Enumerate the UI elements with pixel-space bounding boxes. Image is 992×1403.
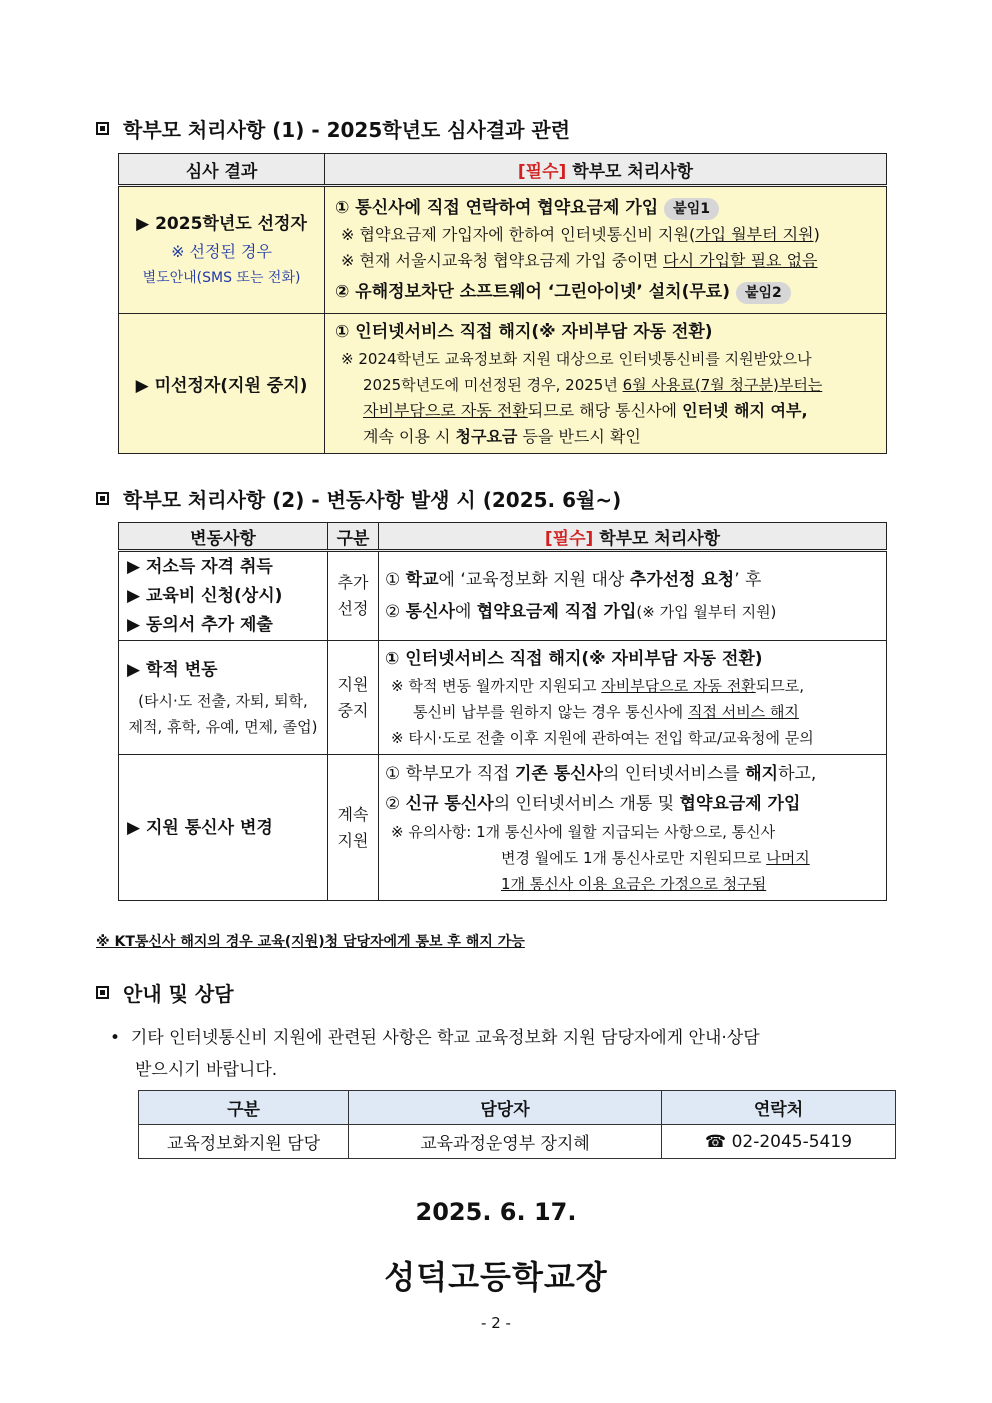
bullet-icon: • (110, 1028, 121, 1048)
not-selected-cell (119, 314, 325, 454)
academic-change-label: ▶ 학적 변동 (127, 659, 218, 680)
table1-header-result: 심사 결과 (119, 154, 325, 186)
section1-title-row (96, 114, 570, 143)
contact-phone: ☎ 02-2045-5419 (662, 1125, 896, 1159)
case-consent-form: ▶ 동의서 추가 제출 (127, 614, 273, 635)
carrier-action-2: ② 신규 통신사의 인터넷서비스 개통 및 협약요금제 가입 (385, 793, 801, 814)
square-bullet-icon (96, 492, 109, 505)
section1-title: 학부모 처리사항 (1) - 2025학년도 심사결과 관련 (123, 118, 571, 142)
attachment1-badge: 붙임1 (664, 198, 719, 220)
additional-action-2: ② 통신사에 협약요금제 직접 가입(※ 가입 월부터 지원) (385, 602, 777, 622)
academic-change-sub1: (타시·도 전출, 자퇴, 퇴학, (138, 691, 308, 710)
not-selected-note-line2: 2025학년도에 미선정된 경우, 2025년 6월 사용료(7월 청구분)부터는 (363, 375, 823, 394)
contact-header-type: 구분 (139, 1091, 349, 1125)
type-support-stop: 지원 중지 (328, 641, 379, 755)
type-additional-selection: 추가 선정 (328, 551, 379, 641)
not-selected-note-line3: 자비부담으로 자동 전환되므로 해당 통신사에 인터넷 해지 여부, (363, 400, 808, 420)
review-result-table (118, 153, 887, 454)
selected-cell (119, 186, 325, 314)
table2-header-type: 구분 (328, 523, 379, 551)
section2-title: 학부모 처리사항 (2) - 변동사항 발생 시 (2025. 6월~) (123, 488, 622, 512)
contact-table (138, 1090, 896, 1159)
selected-actions (325, 186, 887, 314)
additional-selection-actions (379, 551, 887, 641)
table1-header-action: [필수] 학부모 처리사항 (325, 154, 887, 186)
additional-selection-cases (119, 551, 328, 641)
carrier-action-note3: 1개 통신사 이용 요금은 가정으로 청구됨 (501, 874, 767, 893)
additional-action-1: ① 학교에 ‘교육정보화 지원 대상 추가선정 요청’ 후 (385, 570, 762, 590)
square-bullet-icon (96, 122, 109, 135)
case-education-fee: ▶ 교육비 신청(상시) (127, 585, 283, 606)
guidance-paragraph (110, 1022, 760, 1086)
academic-action-note2: 통신비 납부를 원하지 않는 경우 통신사에 직접 서비스 해지 (413, 702, 799, 721)
academic-action-note3: ※ 타시·도로 전출 이후 지원에 관하여는 전입 학교/교육청에 문의 (391, 728, 814, 747)
contact-header-phone: 연락처 (662, 1091, 896, 1125)
carrier-change-actions (379, 755, 887, 901)
selected-action-1: ① 통신사에 직접 연락하여 협약요금제 가입 붙임1 (335, 194, 886, 222)
academic-change-cell (119, 641, 328, 755)
guidance-line1: • 기타 인터넷통신비 지원에 관련된 사항은 학교 교육정보화 지원 담당자에게 안내·상담 (110, 1028, 760, 1048)
not-selected-action-1: ① 인터넷서비스 직접 해지(※ 자비부담 자동 전환) (335, 321, 713, 342)
section3-title: 안내 및 상담 (123, 982, 234, 1006)
telephone-icon: ☎ (704, 1131, 727, 1152)
table2-header-action: [필수] 학부모 처리사항 (379, 523, 887, 551)
academic-change-actions (379, 641, 887, 755)
guidance-line2: 받으시기 바랍니다. (135, 1060, 278, 1080)
carrier-action-note1: ※ 유의사항: 1개 통신사에 월할 지급되는 사항으로, 통신사 (391, 822, 776, 841)
carrier-action-note2: 변경 월에도 1개 통신사로만 지원되므로 나머지 (501, 848, 810, 867)
academic-action-note1: ※ 학적 변동 월까지만 지원되고 자비부담으로 자동 전환되므로, (391, 676, 804, 695)
kt-termination-note: ※ KT통신사 해지의 경우 교육(지원)청 담당자에게 통보 후 해지 가능 (96, 934, 525, 950)
change-event-table (118, 522, 887, 901)
contact-header-person: 담당자 (349, 1091, 662, 1125)
not-selected-label: ▶ 미선정자(지원 중지) (135, 376, 308, 396)
carrier-action-1: ① 학부모가 직접 기존 통신사의 인터넷서비스를 해지하고, (385, 763, 817, 784)
document-date: 2025. 6. 17. (415, 1198, 577, 1226)
selected-label: ▶ 2025학년도 선정자 (136, 214, 307, 234)
page-number: - 2 - (481, 1314, 511, 1332)
section3-title-row (96, 978, 234, 1007)
selected-note1: ※ 선정된 경우 (171, 242, 272, 261)
selected-action-note2: ※ 현재 서울시교육청 협약요금제 가입 중이면 다시 가입할 필요 없음 (341, 251, 818, 270)
principal-signature: 성덕고등학교장 (384, 1258, 608, 1296)
not-selected-note-line1: ※ 2024학년도 교육정보화 지원 대상으로 인터넷통신비를 지원받았으나 (341, 349, 812, 368)
academic-action-1: ① 인터넷서비스 직접 해지(※ 자비부담 자동 전환) (385, 648, 763, 669)
not-selected-actions (325, 314, 887, 454)
table2-header-change: 변동사항 (119, 523, 328, 551)
carrier-change-cell (119, 755, 328, 901)
not-selected-note-line4: 계속 이용 시 청구요금 등을 반드시 확인 (363, 426, 641, 446)
contact-person: 교육과정운영부 장지혜 (349, 1125, 662, 1159)
carrier-change-label: ▶ 지원 통신사 변경 (127, 817, 273, 838)
selected-note2: 별도안내(SMS 또는 전화) (142, 270, 301, 286)
attachment2-badge: 붙임2 (736, 282, 791, 304)
case-low-income: ▶ 저소득 자격 취득 (127, 556, 273, 577)
selected-action-2: ② 유해정보차단 소프트웨어 ‘그린아이넷’ 설치(무료) 붙임2 (335, 278, 886, 306)
section2-title-row (96, 484, 621, 513)
contact-type: 교육정보화지원 담당 (139, 1125, 349, 1159)
square-bullet-icon (96, 986, 109, 999)
academic-change-sub2: 제적, 휴학, 유예, 면제, 졸업) (128, 717, 318, 736)
selected-action-note1: ※ 협약요금제 가입자에 한하여 인터넷통신비 지원(가입 월부터 지원) (341, 225, 820, 244)
type-continued-support: 계속 지원 (328, 755, 379, 901)
